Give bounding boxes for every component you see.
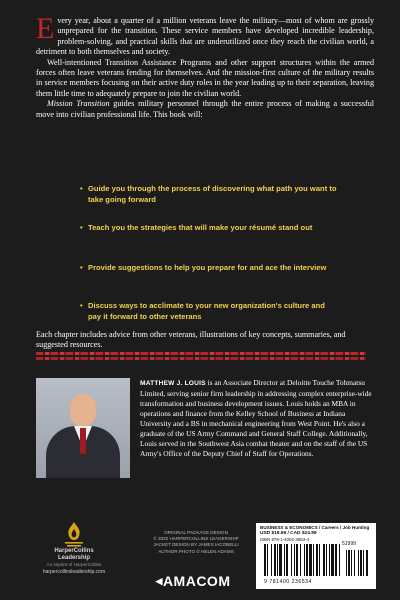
author-photo <box>36 378 130 478</box>
credit-line: JACKET DESIGN BY JAMES IACOBELLI <box>153 542 239 548</box>
list-item <box>80 300 340 322</box>
price-supplement: 51999 <box>342 541 356 547</box>
book-title: Mission Transition <box>47 99 110 109</box>
credit-line: ORIGINAL PACKAGE DESIGN <box>164 530 228 535</box>
intro-paragraph-2: Well-intentioned Transition Assistance Programs and other support structures within the armed forces often leave veterans fending for themselves. And the mission-first culture of the military results in service members focusing on their active duty roles in the year leading up to their separation, leaving them little time to adequately prepare to join the civilian world. <box>36 57 374 98</box>
category-text: BUSINESS & ECONOMICS / Careers / Job Hunting <box>260 525 370 530</box>
bullet-icon: • <box>80 263 83 272</box>
isbn-text: ISBN 978-1-4002-3653-4 <box>260 537 310 542</box>
publisher-website: harpercollinsleadership.com <box>42 569 106 575</box>
list-item-text: Teach you the strategies that will make your résumé stand out <box>88 223 313 232</box>
list-item-text: Discuss ways to acclimate to your new organization's culture and pay it forward to other veterans <box>88 301 325 321</box>
credit-line: AUTHOR PHOTO © HELEN ADAMS <box>158 548 234 554</box>
amacom-text: AMACOM <box>162 573 231 589</box>
barcode-panel <box>256 523 376 589</box>
amacom-logo <box>138 573 248 589</box>
bullet-icon: • <box>80 301 83 310</box>
intro-paragraph-3-text: guides military personnel through the entire process of making a successful move into civilian professional life. This book will: <box>36 99 374 119</box>
flame-logo-icon <box>61 520 87 548</box>
intro-paragraph-1-text: very year, about a quarter of a million veterans leave the military—most of whom are grossly unprepared for the transition. These service members have developed incredible leadership, problem-solving, and practical skills that are underutilized once they reach the civilian world, a detriment to both themselves and society. <box>36 16 374 57</box>
list-item <box>80 222 340 233</box>
bullet-icon: • <box>80 223 83 232</box>
publisher-note: An imprint of HarperCollins <box>46 562 102 567</box>
author-bio-text: is an Associate Director at Deloitte Touche Tohmatsu Limited, serving senior firm leadership in addressing complex enterprise-wide transformation and business development issues. Louis holds an MBA in operations and finance from the Kelley School of Business at Indiana University and a BS in mechanical engineering from West Point. He's also a graduate of the US Army Command and General Staff College. Additionally, Louis served in the Southwest Asia combat theater and on the staff of the US Army's Office of the Deputy Chief of Staff for Operations. <box>140 378 372 458</box>
publisher-imprint: Leadership <box>57 555 90 561</box>
chapter-summary: Each chapter includes advice from other veterans, illustrations of key concepts, summaries, and suggested resources. <box>36 330 346 350</box>
list-item-text: Guide you through the process of discovering what path you want to take going forward <box>88 184 337 204</box>
intro-text <box>36 12 374 120</box>
intro-paragraph-3 <box>36 99 374 120</box>
divider-stripe <box>36 357 366 360</box>
bullet-icon: • <box>80 184 83 193</box>
barcode-icon <box>262 544 370 578</box>
credit-line: © 2022 HARPERCOLLINS LEADERSHIP <box>153 536 239 542</box>
list-item-text: Provide suggestions to help you prepare for and ace the interview <box>88 263 327 272</box>
divider-stripe <box>36 352 366 355</box>
design-credits <box>141 530 251 555</box>
barcode-number: 9 781400 236534 <box>264 579 312 585</box>
list-item <box>80 183 340 205</box>
drop-cap: E <box>36 12 55 45</box>
intro-paragraph-1 <box>36 12 374 58</box>
publisher-name: HarperCollins <box>54 548 94 554</box>
author-name: MATTHEW J. LOUIS <box>140 380 206 387</box>
price-text: USD $19.99 / CAD $24.99 <box>260 531 317 536</box>
author-bio <box>140 378 376 459</box>
arrow-icon: ◀ <box>155 576 163 586</box>
list-item <box>80 262 340 273</box>
publisher-logo <box>34 520 114 576</box>
